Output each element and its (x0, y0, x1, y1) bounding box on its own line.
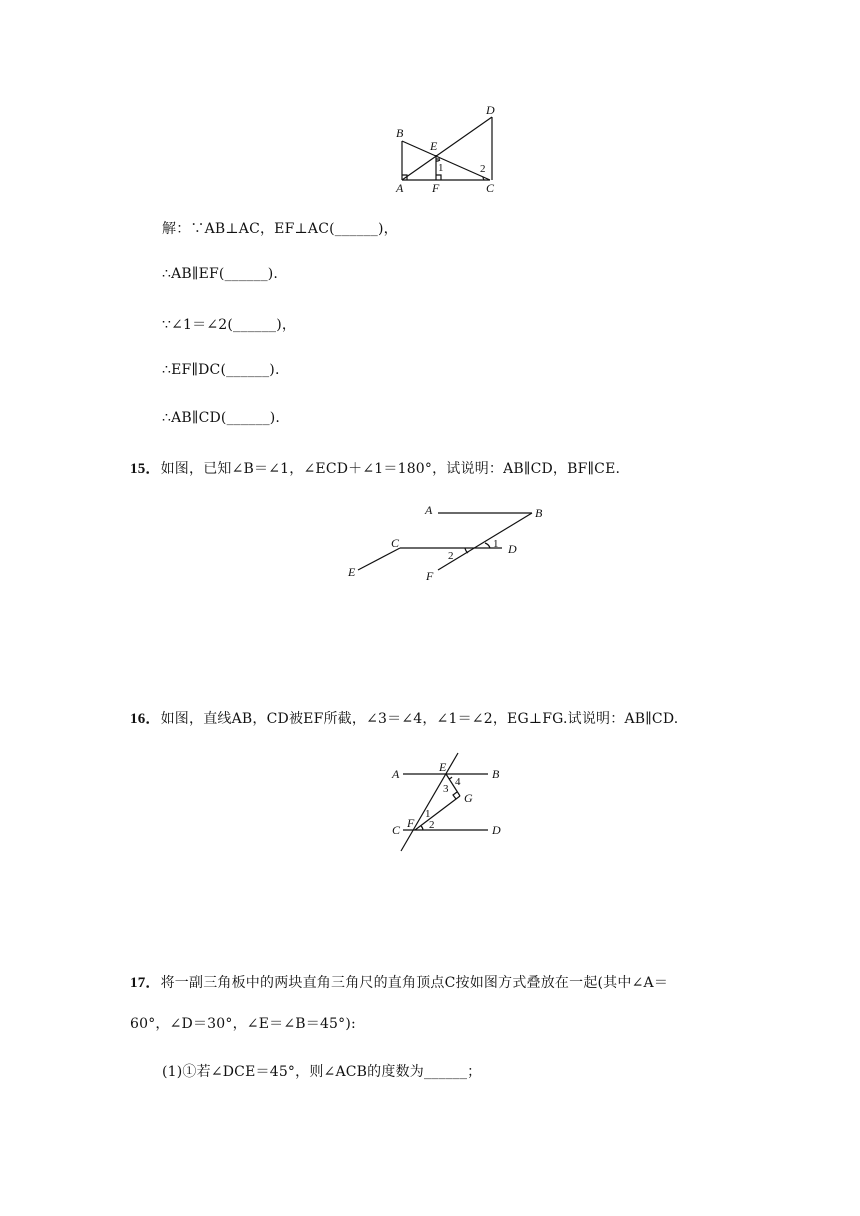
question-15 (130, 457, 620, 478)
label-angle-1: 1 (425, 808, 431, 820)
angle-2-arc (465, 548, 468, 553)
label-b: B (396, 126, 404, 140)
label-d: D (508, 542, 517, 556)
label-c: C (391, 536, 400, 550)
label-e: E (430, 139, 438, 153)
question-16-number: 16． (130, 711, 161, 727)
label-d: D (492, 823, 501, 837)
label-c: C (486, 181, 495, 195)
right-angle-g (453, 792, 457, 799)
label-a: A (425, 503, 433, 517)
angle-1-arc (436, 160, 440, 161)
label-angle-1: 1 (438, 162, 444, 174)
label-angle-1: 1 (493, 538, 499, 550)
question-16 (130, 707, 678, 728)
label-f: F (432, 181, 440, 195)
angle-1-arc (485, 543, 490, 548)
solution-line-4: ∴EF∥DC(______). (162, 362, 280, 378)
solution-line-1: 解：∵AB⊥AC，EF⊥AC(______)， (162, 221, 398, 237)
question-17-sub-1: (1)①若∠DCE＝45°，则∠ACB的度数为______； (162, 1064, 482, 1080)
segment-bc (402, 141, 490, 180)
label-angle-3: 3 (443, 783, 449, 795)
label-angle-2: 2 (429, 819, 435, 831)
label-f: F (426, 569, 434, 583)
solution-line-5: ∴AB∥CD(______). (162, 410, 281, 426)
question-15-text: 如图，已知∠B＝∠1，∠ECD＋∠1＝180°，试说明：AB∥CD，BF∥CE. (160, 461, 621, 477)
question-17-text: 将一副三角板中的两块直角三角尺的直角顶点C按如图方式叠放在一起(其中∠A＝ (160, 975, 669, 991)
question-17-line-2: 60°，∠D＝30°，∠E＝∠B＝45°): (130, 1016, 356, 1032)
right-angle-f (436, 175, 441, 180)
solution-line-2: ∴AB∥EF(______). (162, 266, 279, 282)
line-ef (401, 753, 458, 851)
figure-16 (385, 750, 515, 854)
angle-3-4-arc (449, 777, 452, 779)
label-f: F (407, 816, 415, 830)
question-15-number: 15． (130, 461, 161, 477)
label-a: A (396, 181, 404, 195)
question-17-line-1 (130, 971, 668, 992)
segment-fg (415, 796, 460, 830)
label-d: D (486, 103, 495, 117)
label-e: E (348, 565, 356, 579)
segment-ad (402, 117, 492, 180)
label-b: B (492, 767, 500, 781)
label-angle-4: 4 (455, 776, 461, 788)
question-17-number: 17． (130, 975, 161, 991)
figure-14 (390, 100, 510, 196)
figure-15 (340, 500, 560, 590)
question-16-text: 如图，直线AB，CD被EF所截，∠3＝∠4，∠1＝∠2，EG⊥FG.试说明：AB∥CD. (160, 711, 679, 727)
solution-line-3: ∵∠1＝∠2(______)， (162, 317, 297, 333)
label-c: C (392, 823, 401, 837)
label-angle-2: 2 (448, 550, 454, 562)
label-angle-2: 2 (480, 163, 486, 175)
label-e: E (439, 760, 447, 774)
label-b: B (535, 506, 543, 520)
label-a: A (392, 767, 400, 781)
segment-ce (358, 548, 400, 570)
label-g: G (464, 791, 473, 805)
